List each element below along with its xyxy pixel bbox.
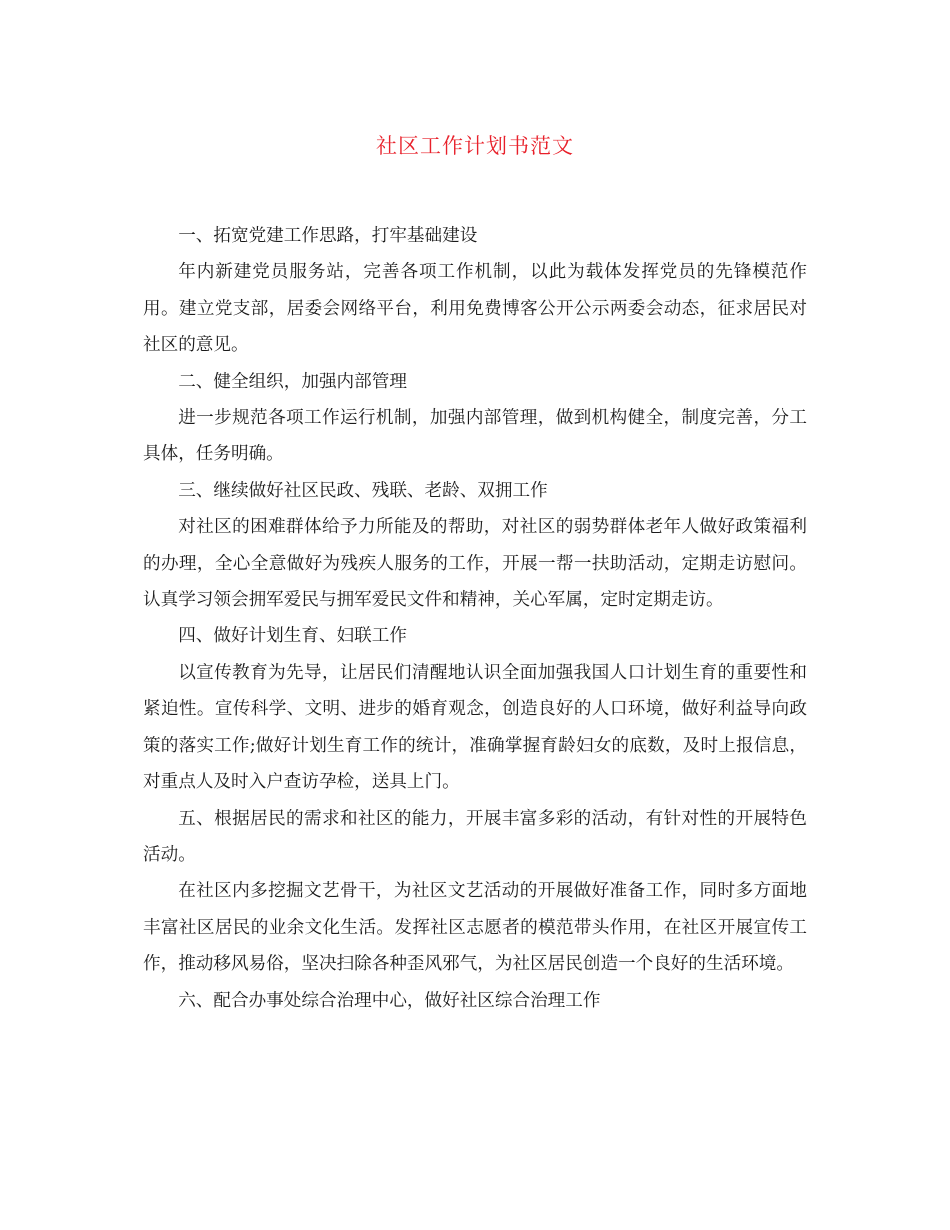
document-title: 社区工作计划书范文 [376, 134, 574, 158]
section-heading-4: 四、做好计划生育、妇联工作 [178, 626, 407, 647]
section-heading-6: 六、配合办事处综合治理中心，做好社区综合治理工作 [178, 990, 601, 1011]
section-heading-2: 二、健全组织，加强内部管理 [178, 371, 407, 392]
section-heading-1: 一、拓宽党建工作思路，打牢基础建设 [178, 226, 478, 246]
section-heading-5: 五、根据居民的需求和社区的能力，开展丰富多彩的活动，有针对性的开展特色活动。 [143, 808, 807, 865]
section-paragraph-4: 以宣传教育为先导，让居民们清醒地认识全面加强我国人口计划生育的重要性和紧迫性。宣传科学、文明、进步的婚育观念，创造良好的人口环境，做好利益导向政策的落实工作;做好计划生育工作的统计，准确掌握育龄妇女的底数，及时上报信息，对重点人及时入户查访孕检，送具上门。 [143, 662, 807, 793]
section-heading-3: 三、继续做好社区民政、残联、老龄、双拥工作 [178, 480, 548, 501]
section-paragraph-2: 进一步规范各项工作运行机制，加强内部管理，做到机构健全，制度完善，分工具体，任务明确。 [143, 408, 807, 465]
section-paragraph-3: 对社区的困难群体给予力所能及的帮助，对社区的弱势群体老年人做好政策福利的办理，全心全意做好为残疾人服务的工作，开展一帮一扶助活动，定期走访慰问。认真学习领会拥军爱民与拥军爱民文件和精神，关心军属，定时定期走访。 [143, 517, 807, 611]
section-paragraph-1: 年内新建党员服务站，完善各项工作机制，以此为载体发挥党员的先锋模范作用。建立党支部，居委会网络平台，利用免费博客公开公示两委会动态，征求居民对社区的意见。 [143, 262, 807, 356]
document-body [143, 218, 807, 1019]
section-paragraph-5: 在社区内多挖掘文艺骨干，为社区文艺活动的开展做好准备工作，同时多方面地丰富社区居民的业余文化生活。发挥社区志愿者的模范带头作用，在社区开展宣传工作，推动移风易俗，坚决扫除各种歪风邪气，为社区居民创造一个良好的生活环境。 [143, 881, 807, 975]
